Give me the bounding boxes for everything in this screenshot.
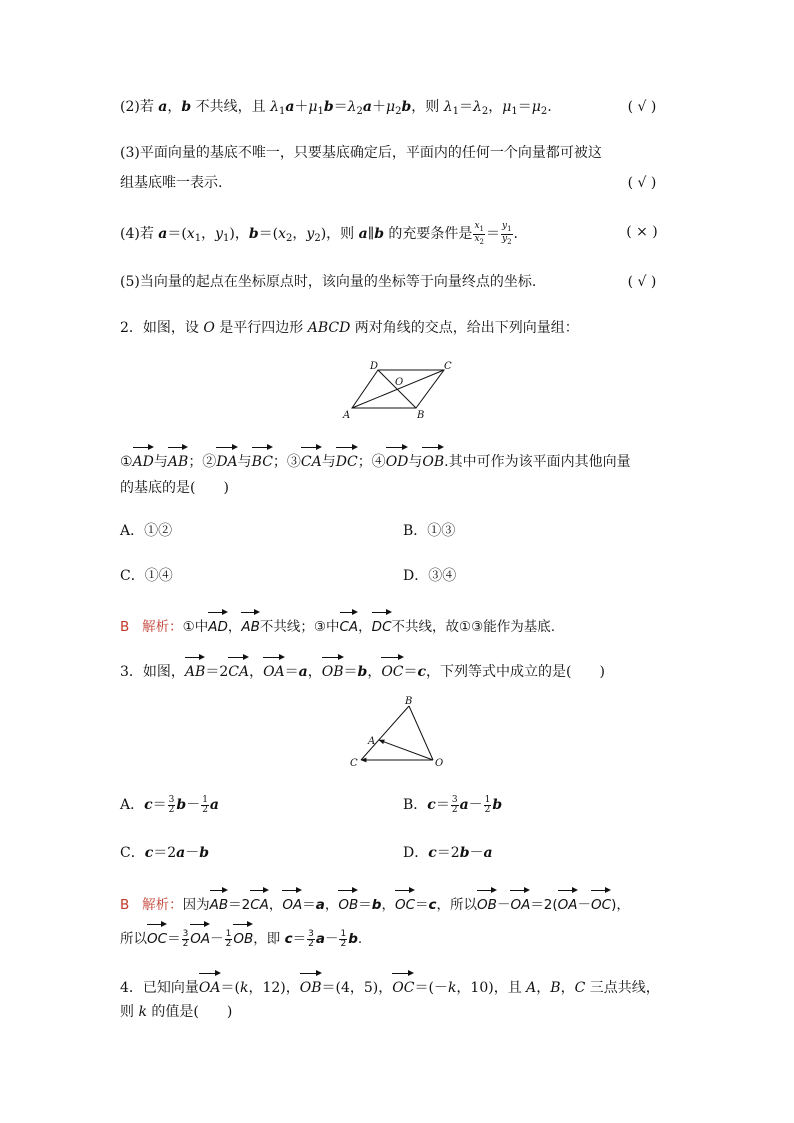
judge-mark-4: ( × ) xyxy=(626,224,658,240)
label-B: B xyxy=(417,410,425,421)
problem2-answer-key: B xyxy=(120,619,130,635)
problem2-option-a: A．①② xyxy=(120,523,173,539)
problem3-option-b: B．c＝ $\frac{3}{2}$ a－ $\frac{1}{2}$ b xyxy=(403,794,503,815)
problem2-answer-label: 解析： xyxy=(142,619,183,635)
problem3-option-a: A．c＝ $\frac{3}{2}$ b－ $\frac{1}{2}$ a xyxy=(120,794,219,815)
diagonal-bd xyxy=(378,370,416,408)
problem2-option-b: B．①③ xyxy=(403,523,456,539)
problem2-answer-text: ①中AD，AB不共线；③中CA，DC不共线，故①③能作为基底. xyxy=(183,619,555,635)
problem3-answer-line2: 所以OC＝ $\frac{3}{2}$ OA－ $\frac{1}{2}$ OB，即 c＝ $\frac{3}{2}$ a－ $\frac{1}{2}$ b. xyxy=(120,922,362,949)
problem3-answer-text1: 因为AB＝2CA，OA＝a，OB＝b，OC＝c，所以OB－OA＝2(OA－OC)， xyxy=(183,897,630,913)
problem4-line2: 则 k 的值是( ) xyxy=(120,1004,233,1020)
judge-item-4-text: (4)若 $a=(x_1$，$y_1$)，$b=(x_2$，$y_2$)，则 a∥b 的充要条件是 $\frac{x_1}{x_2}$ ＝ $\frac{y_1}{y_2}$ . xyxy=(120,221,518,246)
judge-item-4 xyxy=(120,222,518,249)
problem3-stem: 3．如图，AB＝2CA，OA＝a，OB＝b，OC＝c，下列等式中成立的是( ) xyxy=(120,655,605,682)
label-O: O xyxy=(435,758,444,769)
judge-mark-5: ( √ ) xyxy=(627,274,657,290)
segment-cb xyxy=(361,706,409,760)
label-A: A xyxy=(343,410,351,421)
judge-item-3-line1: (3)平面向量的基底不唯一，只要基底确定后，平面内的任何一个向量都可被这 xyxy=(120,145,602,161)
problem3-option-c: C．c＝2a－b xyxy=(120,845,210,861)
judge-item-3-line2: 组基底唯一表示. xyxy=(120,175,223,191)
judge-mark-2: ( √ ) xyxy=(627,99,657,115)
judge-item-2 xyxy=(120,97,552,122)
problem3-answer-key: B xyxy=(120,897,130,913)
problem3-answer-line1 xyxy=(120,888,630,915)
label-C: C xyxy=(444,361,452,372)
triangle-figure xyxy=(345,694,455,770)
problem3-option-d: D．c＝2b－a xyxy=(403,845,493,861)
parallelogram-figure xyxy=(340,357,460,423)
problem2-groups-line2: 的基底的是( ) xyxy=(120,480,229,496)
judge-item-2-text: (2)若 a，b 不共线，且 $\lambda_1a+\mu_1b=\lambda_2a+\mu_2b$，则 $\lambda_1=\lambda_2$，$\mu_1=\mu_2$. xyxy=(120,99,552,117)
problem2-groups-line1: ①AD与AB；②DA与BC；③CA与DC；④OD与OB.其中可作为该平面内其他向量 xyxy=(120,445,631,472)
problem4-line1: 4．已知向量OA＝(k，12)，OB＝(4，5)，OC＝(－k，10)，且 A，B，C 三点共线， xyxy=(120,971,660,998)
judge-item-5: (5)当向量的起点在坐标原点时，该向量的坐标等于向量终点的坐标. xyxy=(120,274,537,290)
label-A: A xyxy=(368,736,376,747)
problem2-option-c: C．①④ xyxy=(120,568,173,584)
problem2-option-d: D．③④ xyxy=(403,568,457,584)
label-D: D xyxy=(370,361,379,372)
label-O: O xyxy=(395,377,404,388)
label-B: B xyxy=(405,696,413,707)
vector-ob xyxy=(409,706,433,760)
problem3-answer-label: 解析： xyxy=(142,897,183,913)
label-C: C xyxy=(350,758,358,769)
problem2-stem: 2．如图，设 O 是平行四边形 ABCD 两对角线的交点，给出下列向量组： xyxy=(120,320,579,336)
problem2-answer xyxy=(120,610,555,637)
judge-mark-3: ( √ ) xyxy=(627,175,657,191)
